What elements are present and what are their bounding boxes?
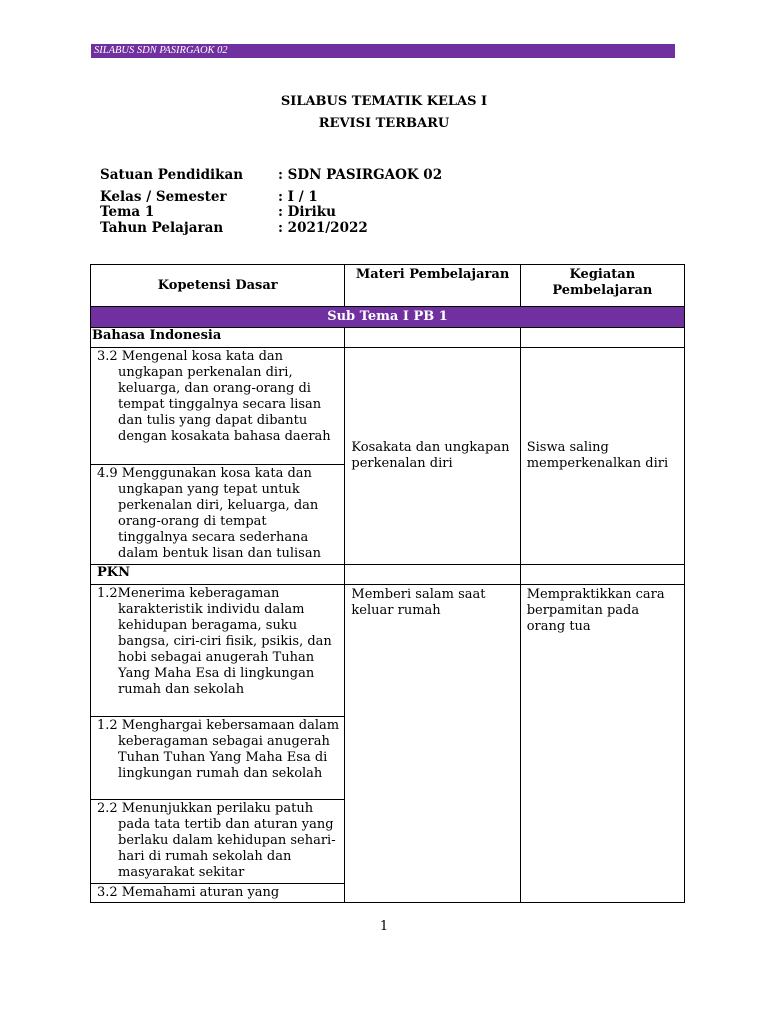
header-text: SILABUS SDN PASIRGAOK 02 — [94, 45, 228, 56]
kd-cell — [91, 348, 345, 465]
subject-bahasa: Bahasa Indonesia — [91, 328, 345, 348]
kegiatan-cell: Siswa saling memperkenalkan diri — [520, 348, 684, 565]
kd-item: 1.2 Menghargai kebersamaan dalam keberagaman sebagai anugerah Tuhan Tuhan Yang Maha Esa di lingkungan rumah dan sekolah — [97, 718, 340, 781]
header-kegiatan: Kegiatan Pembelajaran — [520, 265, 684, 307]
kd-item: 3.2 Mengenal kosa kata dan ungkapan perkenalan diri, keluarga, dan orang-orang di tempat tinggalnya secara lisan dan tulis yang dapat dibantu dengan kosakata bahasa daerah — [97, 349, 331, 444]
subtema-label: Sub Tema I PB 1 — [91, 307, 685, 328]
info-value-kelas: : I / 1 — [278, 189, 318, 205]
info-label-tema: Tema 1 — [100, 204, 155, 220]
page-number: 1 — [379, 919, 389, 934]
document-title: SILABUS TEMATIK KELAS I — [280, 94, 488, 109]
empty-cell — [520, 565, 684, 585]
kd-item: 4.9 Menggunakan kosa kata dan ungkapan yang tepat untuk perkenalan diri, keluarga, dan orang-orang di tempat tinggalnya secara sederhana dalam bentuk lisan dan tulisan — [97, 466, 321, 561]
table-row — [91, 348, 685, 465]
table-header-row — [91, 265, 685, 307]
kd-cell — [91, 717, 345, 800]
syllabus-table — [90, 264, 685, 903]
materi-cell: Memberi salam saat keluar rumah — [345, 585, 520, 903]
kd-item: 3.2 Memahami aturan yang — [97, 885, 280, 900]
kegiatan-cell: Mempraktikkan cara berpamitan pada orang tua — [520, 585, 684, 903]
subtema-row — [91, 307, 685, 328]
info-label-kelas: Kelas / Semester — [100, 189, 227, 205]
kd-item: 2.2 Menunjukkan perilaku patuh pada tata tertib dan aturan yang berlaku dalam kehidupan sehari-hari di rumah sekolah dan masyarakat sekitar — [97, 801, 336, 880]
info-value-satuan: : SDN PASIRGAOK 02 — [278, 167, 443, 183]
empty-cell — [520, 328, 684, 348]
header-materi: Materi Pembelajaran — [345, 265, 520, 307]
table-row — [91, 565, 685, 585]
info-label-tahun: Tahun Pelajaran — [100, 220, 224, 236]
info-value-tahun: : 2021/2022 — [278, 220, 368, 236]
header-bar — [91, 44, 675, 58]
info-value-tema: : Diriku — [278, 204, 336, 220]
document-subtitle: REVISI TERBARU — [318, 116, 450, 131]
kd-item: 1.2Menerima keberagaman karakteristik individu dalam kehidupan beragama, suku bangsa, ciri-ciri fisik, psikis, dan hobi sebagai anugerah Tuhan Yang Maha Esa di lingkungan rumah dan sekolah — [97, 586, 332, 697]
table-row — [91, 585, 685, 717]
info-label-satuan: Satuan Pendidikan — [100, 167, 244, 183]
kd-cell — [91, 585, 345, 717]
empty-cell — [345, 565, 520, 585]
header-kompetensi: Kopetensi Dasar — [91, 265, 345, 307]
table-row — [91, 328, 685, 348]
kd-cell — [91, 884, 345, 903]
kd-cell — [91, 465, 345, 565]
materi-cell: Kosakata dan ungkapan perkenalan diri — [345, 348, 520, 565]
empty-cell — [345, 328, 520, 348]
subject-pkn: PKN — [91, 565, 345, 585]
kd-cell — [91, 800, 345, 884]
